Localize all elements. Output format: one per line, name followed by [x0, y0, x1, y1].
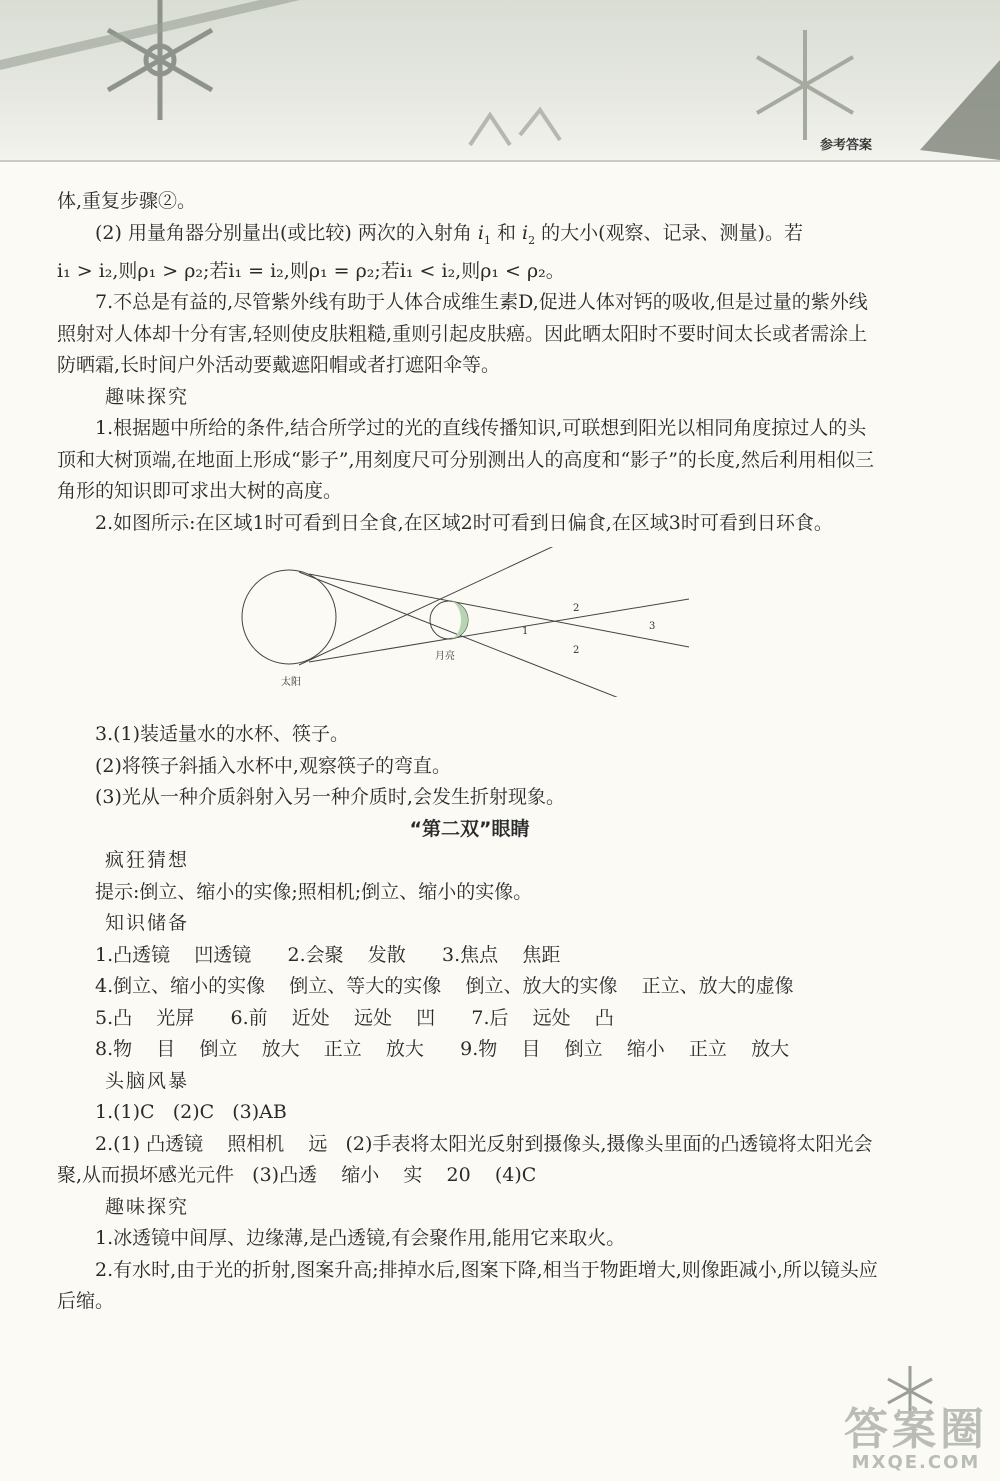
answer-line: 1.凸透镜 凹透镜 2.会聚 发散 3.焦点 焦距	[95, 943, 561, 966]
region-label: 2	[573, 645, 580, 657]
paragraph: i₁ > i₂,则ρ₁ > ρ₂;若i₁ = i₂,则ρ₁ = ρ₂;若i₁ < i₂,则ρ₁ < ρ₂。	[57, 259, 565, 282]
paragraph: 1.根据题中所给的条件,结合所学过的光的直线传播知识,可联想到阳光以相同角度掠过人的头顶和大树顶端,在地面上形成“影子”,用刻度尺可分别测出人的高度和“影子”的长度,然后利用相似三角形的知识即可求出大树的高度。	[57, 417, 874, 503]
ray-line	[309, 599, 689, 662]
answer-line: 8.物 目 倒立 放大 正立 放大 9.物 目 倒立 缩小 正立 放大	[95, 1038, 790, 1061]
answer-line: 4.倒立、缩小的实像 倒立、等大的实像 倒立、放大的实像 正立、放大的虚像	[95, 975, 794, 998]
moon-label: 月亮	[435, 651, 455, 663]
region-label: 2	[573, 603, 580, 615]
decorative-shape	[900, 20, 1000, 160]
header-rule	[0, 160, 1000, 162]
watermark-logo-text: 答案圈	[844, 1404, 988, 1455]
region-label: 3	[649, 621, 656, 633]
paragraph: (2) 用量角器分别量出(或比较) 两次的入射角 $i_1$ 和 $i_2$ 的大小(观察、记录、测量)。若	[95, 221, 803, 247]
section-heading: 趣味探究	[105, 1195, 190, 1218]
answer-line: 1.(1)C (2)C (3)AB	[95, 1101, 287, 1124]
section-heading: 疯狂猜想	[105, 849, 190, 872]
eclipse-diagram-svg	[239, 547, 699, 697]
answer-line: 2.(1) 凸透镜 照相机 远 (2)手表将太阳光反射到摄像头,摄像头里面的凸透镜将太阳光会聚,从而损坏感光元件 (3)凸透 缩小 实 20 (4)C	[57, 1132, 873, 1187]
decorative-shape	[0, 0, 300, 70]
region-label: 1	[522, 626, 529, 638]
eclipse-diagram	[57, 539, 882, 719]
chapter-title: “第二双”眼睛	[409, 817, 530, 840]
snowflake-icon	[740, 20, 870, 150]
paragraph: 7.不总是有益的,尽管紫外线有助于人体合成维生素D,促进人体对钙的吸收,但是过量的紫外线照射对人体却十分有害,轻则使皮肤粗糙,重则引起皮肤癌。因此晒太阳时不要时间太长或者需涂上防晒霜,长时间户外活动要戴遮阳帽或者打遮阳伞等。	[57, 291, 868, 377]
section-heading: 趣味探究	[105, 385, 190, 408]
answer-line: 5.凸 光屏 6.前 近处 远处 凹 7.后 远处 凸	[95, 1006, 614, 1029]
section-label: 参考答案	[819, 138, 872, 153]
paragraph: 2.有水时,由于光的折射,图案升高;排掉水后,图案下降,相当于物距增大,则像距减小,所以镜头应后缩。	[57, 1258, 878, 1313]
paragraph: 提示:倒立、缩小的实像;照相机;倒立、缩小的实像。	[95, 880, 533, 903]
sun-label: 太阳	[281, 677, 301, 689]
paragraph: 2.如图所示:在区域1时可看到日全食,在区域2时可看到日偏食,在区域3时可看到日环食。	[95, 511, 833, 534]
section-heading: 头脑风暴	[105, 1069, 190, 1092]
sun-circle	[242, 570, 336, 664]
paragraph: 3.(1)装适量水的水杯、筷子。	[95, 723, 350, 746]
paragraph: (2)将筷子斜插入水杯中,观察筷子的弯直。	[95, 754, 451, 777]
watermark	[844, 1404, 988, 1473]
paragraph: 体,重复步骤②。	[57, 190, 197, 212]
snowflake-icon	[460, 95, 570, 165]
watermark-url: MXQE.COM	[851, 1452, 981, 1473]
moon-lit-half	[449, 601, 468, 639]
ray-line	[309, 574, 689, 647]
ray-line	[299, 572, 629, 697]
paragraph: 1.冰透镜中间厚、边缘薄,是凸透镜,有会聚作用,能用它来取火。	[95, 1227, 626, 1250]
answer-content	[57, 186, 882, 1318]
paragraph: (3)光从一种介质斜射入另一种介质时,会发生折射现象。	[95, 786, 565, 809]
section-heading: 知识储备	[105, 912, 190, 935]
ray-line	[299, 547, 584, 665]
